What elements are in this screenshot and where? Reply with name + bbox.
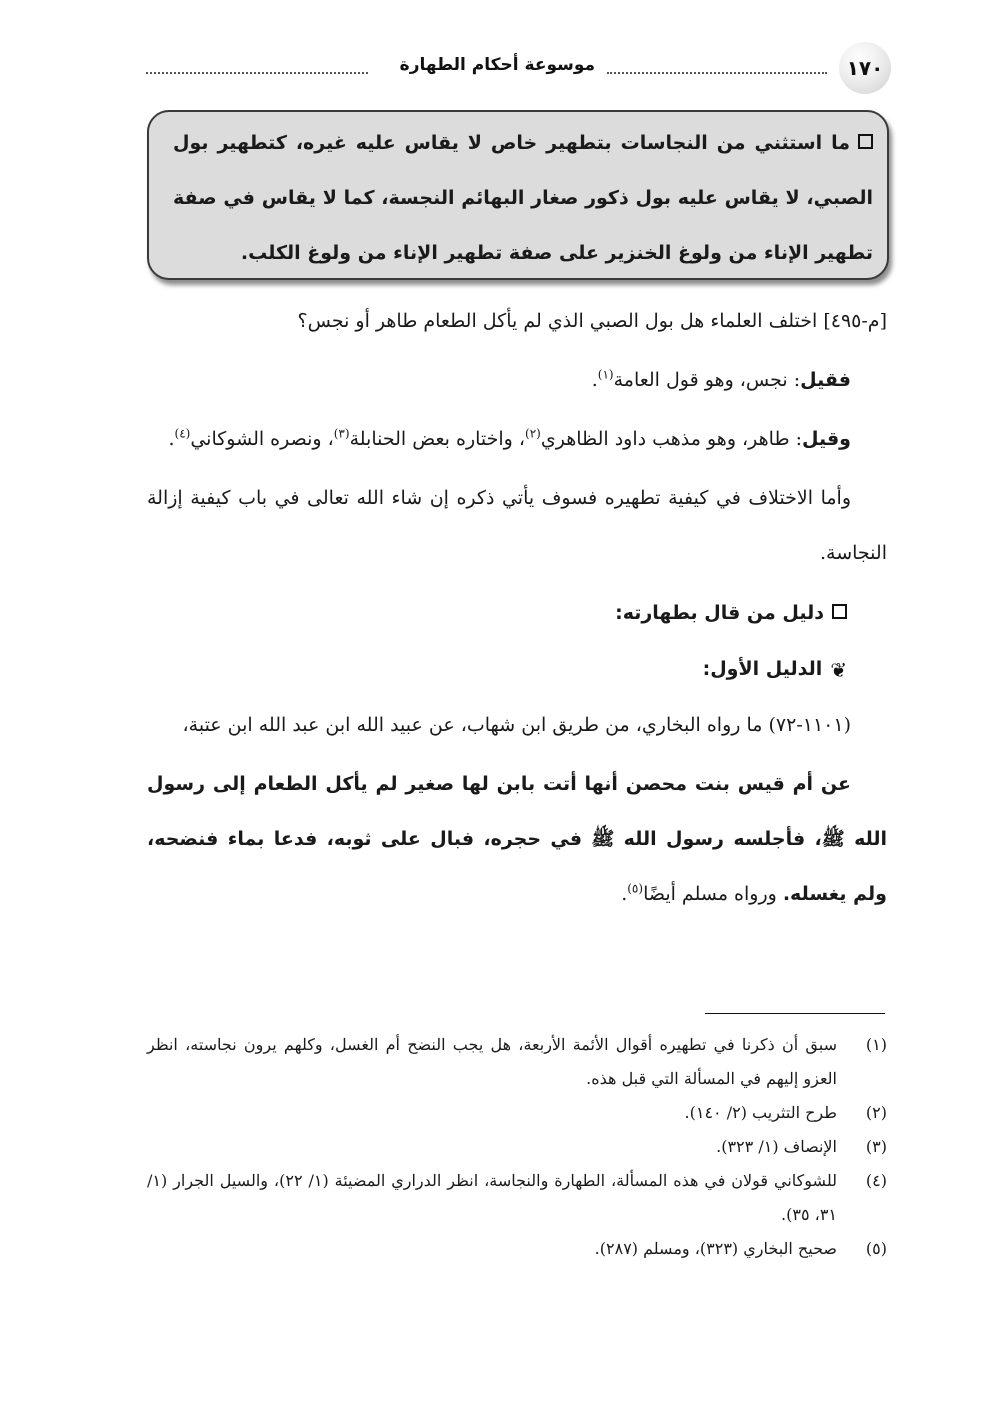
running-title: موسوعة أحكام الطهارة [399,55,595,75]
footnote-text: سبق أن ذكرنا في تطهيره أقوال الأئمة الأربعة، هل يجب النضح أم الغسل، وكلهم يرون نجاسته، انظر العزو إليهم في المسألة التي قبل هذه. [147,1035,837,1088]
section-heading-text: دليل من قال بطهارته: [615,602,824,624]
opinion-label: وقيل [802,428,851,450]
footnote-text: الإنصاف (١/ ٣٢٣). [716,1137,837,1156]
paragraph-hadith-text [147,757,887,922]
page-header [146,42,891,94]
footnote [147,1096,887,1130]
footnote-text: للشوكاني قولان في هذه المسألة، الطهارة والنجاسة، انظر الدراري المضيئة (١/ ٢٢)، والسيل الجرار (١/ ٣١، ٣٥). [147,1171,838,1224]
punctuation: . [591,369,598,391]
footnote [147,1232,887,1266]
paragraph-hadith-chain: (١١٠١-٧٢) ما رواه البخاري، من طريق ابن شهاب، عن عبيد الله ابن عبد الله ابن عتبة، [182,713,851,736]
opinion-text: ، ونصره الشوكاني [190,428,334,450]
main-text [147,294,887,926]
subsection-heading-text: الدليل الأول: [702,658,823,680]
footnote-separator [705,1013,885,1014]
rule-statement [173,116,873,281]
footnote-text: صحيح البخاري (٣٢٣)، ومسلم (٢٨٧). [594,1239,837,1258]
rule-box [147,110,889,280]
footnote-text: طرح التثريب (٢/ ١٤٠). [684,1103,837,1122]
section-heading [147,585,887,641]
footnote-number: (١) [865,1035,887,1054]
opinion-text: : طاهر، وهو مذهب داود الظاهري [540,428,803,450]
rule-text: ما استثني من النجاسات بتطهير خاص لا يقاس عليه غيره، كتطهير بول الصبي، لا يقاس عليه بول ذكور صغار البهائم النجسة، كما لا يقاس في صفة تطهير الإناء من ولوغ الخنزير على صفة تطهير الإناء من ولوغ الكلب. [173,132,873,264]
footnote-number: (٥) [865,1239,887,1258]
header-dotted-rule-right [607,72,827,74]
punctuation: . [168,428,175,450]
footnote-number: (٣) [865,1137,887,1156]
subsection-heading [147,641,887,698]
opinion-label: فقيل [800,369,851,391]
footnote [147,1164,887,1232]
footnotes [147,1028,887,1266]
paragraph-issue: [م-٤٩٥] اختلف العلماء هل بول الصبي الذي لم يأكل الطعام طاهر أو نجس؟ [297,310,887,332]
header-dotted-rule-left [146,72,368,74]
footnote-ref[interactable]: (٤) [174,426,191,441]
footnote-number: (٤) [865,1171,887,1190]
footnote [147,1028,887,1096]
footnote-ref[interactable]: (٥) [627,881,644,896]
footnote-ref[interactable]: (٣) [333,426,350,441]
footnote-ref[interactable]: (١) [597,367,614,382]
opinion-text: ، واختاره بعض الحنابلة [349,428,526,450]
footnote-ref[interactable]: (٢) [525,426,541,441]
paragraph-method: وأما الاختلاف في كيفية تطهيره فسوف يأتي ذكره إن شاء الله تعالى في باب كيفية إزالة النجاسة. [147,487,887,564]
square-bullet-icon [832,604,847,619]
paragraph-second-opinion [147,412,887,467]
hadith-text: عن أم قيس بنت محصن أنها أتت بابن لها صغير لم يأكل الطعام إلى رسول الله ﷺ، فأجلسه رسول الله ﷺ في حجره، فبال على ثوبه، فدعا بماء فنضحه، ولم يغسله. [147,772,887,905]
hadith-source: ورواه مسلم أيضًا [643,882,783,905]
leaf-ornament-icon: ❦ [830,657,847,682]
square-bullet-icon [858,134,873,149]
paragraph-first-opinion [147,353,887,408]
footnote-number: (٢) [865,1103,887,1122]
punctuation: . [621,882,628,905]
footnote [147,1130,887,1164]
page-number: ١٧٠ [839,42,891,94]
opinion-text: : نجس، وهو قول العامة [613,369,801,391]
